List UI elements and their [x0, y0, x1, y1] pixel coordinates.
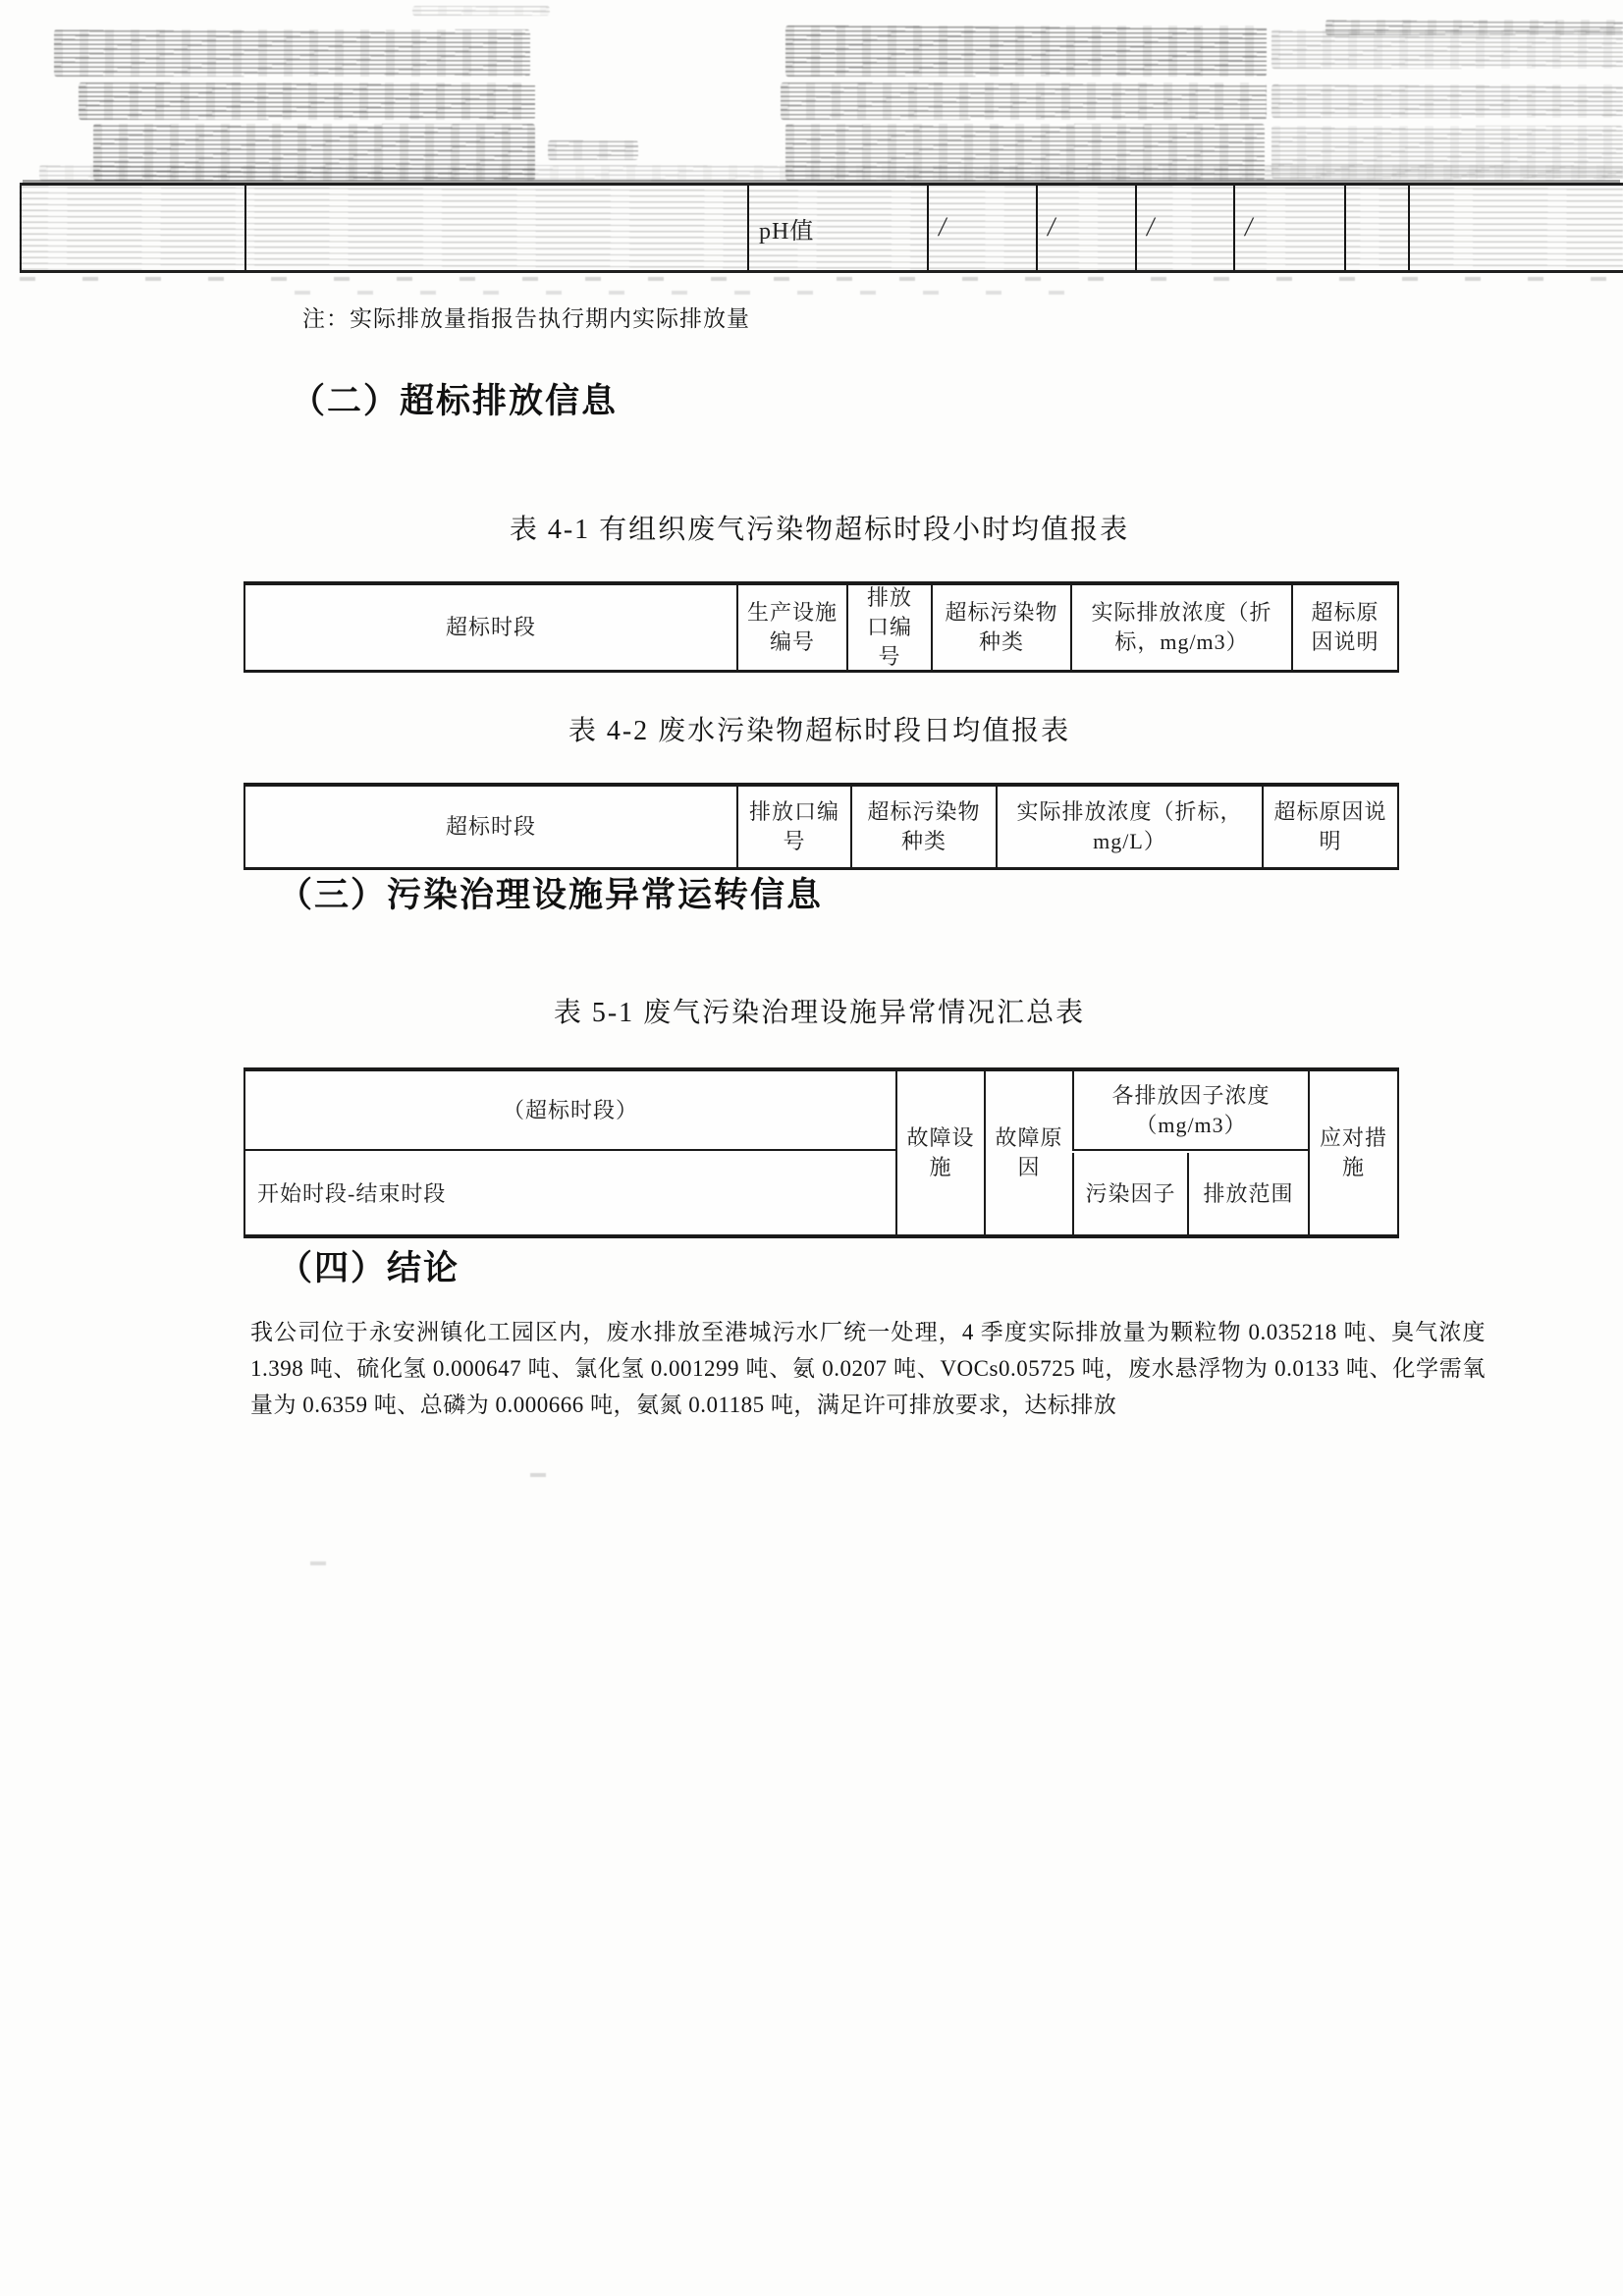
- scan-smear: [1271, 84, 1623, 118]
- scan-smear: [39, 165, 1623, 181]
- table-4-1-gas-exceedance: [243, 581, 1399, 673]
- fragment-cell-empty: [1344, 186, 1408, 270]
- fragment-cell-value: [1233, 186, 1344, 270]
- fragment-cell-empty: [1408, 186, 1623, 270]
- scan-artifact: [530, 1473, 564, 1477]
- header-cell-pollutant-type: 超标污染物种类: [850, 787, 996, 867]
- scan-smear: [54, 29, 530, 77]
- table-5-1-treatment-abnormal-summary: [243, 1067, 1399, 1238]
- section-heading-conclusion: （四）结论: [278, 1249, 460, 1287]
- section-heading-abnormal-operation: （三）污染治理设施异常运转信息: [278, 876, 824, 914]
- slash-value: /: [1045, 212, 1058, 243]
- header-cell-exceed-period: 超标时段: [445, 814, 536, 839]
- fragment-table-ph-row: [20, 183, 1623, 273]
- fragment-cell-empty: [244, 186, 747, 270]
- header-cell-outlet-id: 排放口编号: [846, 585, 931, 670]
- header-cell-response-measures: 应对措施: [1308, 1071, 1397, 1234]
- header-cell-facility-id: 生产设施编号: [736, 585, 846, 670]
- ph-row-label: pH值: [759, 218, 815, 245]
- header-cell-start-end-period: 开始时段-结束时段: [257, 1180, 447, 1206]
- fragment-cell-empty: [20, 186, 244, 270]
- table-4-1-title: 表 4-1 有组织废气污染物超标时段小时均值报表: [509, 515, 1130, 545]
- header-cell-factor-concentration-group: 各排放因子浓度（mg/m3）: [1072, 1071, 1308, 1151]
- fragment-cell-value: [1135, 186, 1233, 270]
- slash-value: /: [1144, 212, 1158, 243]
- table-4-2-wastewater-exceedance: [243, 783, 1399, 870]
- slash-value: /: [1242, 212, 1256, 243]
- scan-smear: [79, 82, 535, 120]
- header-cell-pollutant-type: 超标污染物种类: [931, 585, 1070, 670]
- actual-emission-note: 注：实际排放量指报告执行期内实际排放量: [302, 306, 750, 331]
- header-cell-fault-facility: 故障设施: [895, 1071, 984, 1234]
- scan-smear: [412, 6, 550, 16]
- header-cell-exceed-period: 超标时段: [445, 615, 536, 639]
- section-heading-exceedance-info: （二）超标排放信息: [291, 382, 619, 420]
- table-5-1-title: 表 5-1 废气污染治理设施异常情况汇总表: [553, 998, 1086, 1028]
- table-4-2-title: 表 4-2 废水污染物超标时段日均值报表: [568, 716, 1071, 746]
- header-cell-emission-range: 排放范围: [1187, 1153, 1308, 1234]
- header-cell-outlet-id: 排放口编号: [736, 787, 850, 867]
- fragment-cell-value: [1036, 186, 1135, 270]
- scan-smear: [548, 140, 638, 160]
- fragment-cell-parameter: [747, 186, 927, 270]
- slash-value: /: [936, 212, 949, 243]
- scan-artifact: [310, 1561, 330, 1565]
- scan-smear: [781, 82, 1267, 120]
- header-cell-exceed-period-paren: （超标时段）: [245, 1071, 895, 1151]
- header-cell-exceed-reason: 超标原因说明: [1291, 585, 1397, 670]
- scan-artifact: [20, 277, 1610, 281]
- scan-smear: [1325, 20, 1623, 35]
- header-cell-pollution-factor: 污染因子: [1072, 1153, 1187, 1234]
- header-cell-fault-reason: 故障原因: [984, 1071, 1072, 1234]
- fragment-cell-value: [927, 186, 1036, 270]
- header-cell-actual-concentration: 实际排放浓度（折标，mg/m3）: [1070, 585, 1291, 670]
- conclusion-paragraph: 我公司位于永安洲镇化工园区内，废水排放至港城污水厂统一处理，4 季度实际排放量为颗粒物 0.035218 吨、臭气浓度 1.398 吨、硫化氢 0.000647 吨、氯化氢 0.001299 吨、氨 0.0207 吨、VOCs0.05725 吨，废水悬浮物为 0.0133 吨、化学需氧量为 0.6359 吨、总磷为 0.000666 吨，氨氮 0.01185 吨，满足许可排放要求，达标排放: [250, 1320, 1486, 1417]
- header-cell-actual-concentration: 实际排放浓度（折标，mg/L）: [996, 787, 1262, 867]
- header-cell-exceed-reason: 超标原因说明: [1262, 787, 1397, 867]
- scan-smear: [1271, 29, 1623, 69]
- scan-artifact: [295, 291, 1100, 295]
- scan-smear: [785, 26, 1267, 77]
